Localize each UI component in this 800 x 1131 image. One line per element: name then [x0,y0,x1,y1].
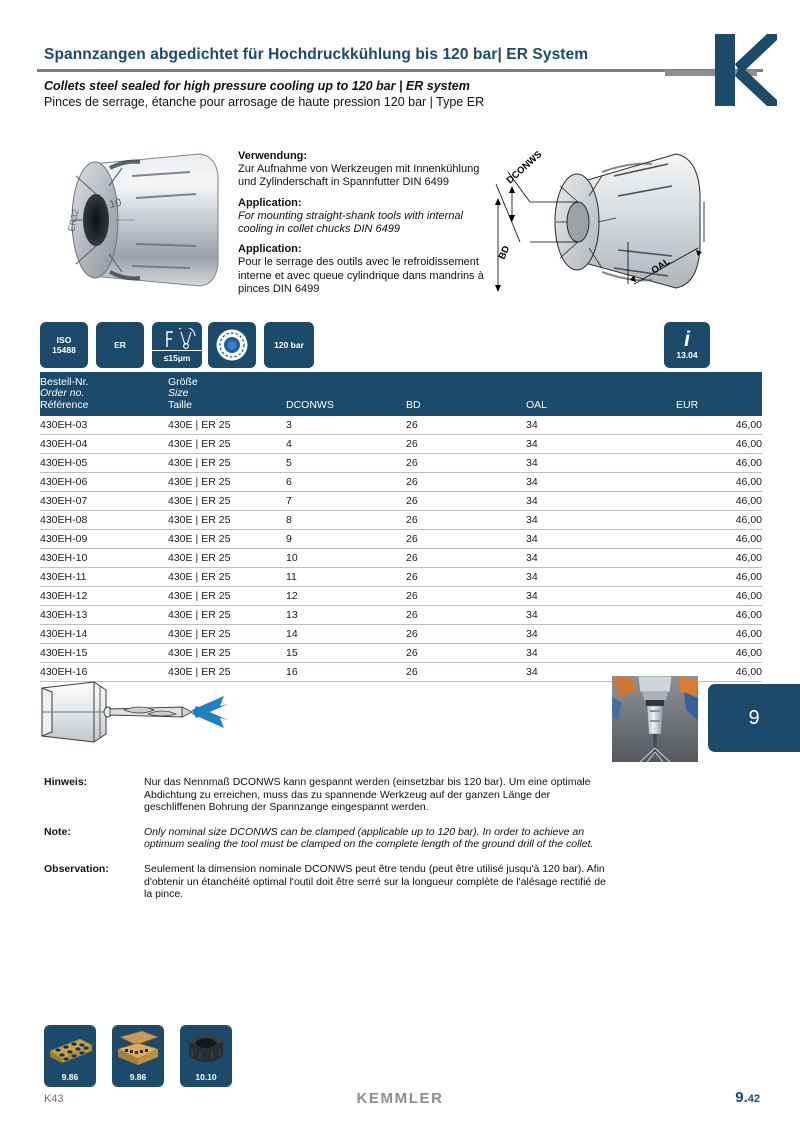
cell-size-b: ER 25 [201,628,231,640]
table-row[interactable] [40,587,762,606]
cell-oal: 34 [526,530,676,549]
badge-runout-tolerance [152,322,202,368]
cell-size-a: 430E [168,457,193,469]
cell-size: 430E | ER 25 [168,625,286,644]
cell-size-b: ER 25 [201,571,231,583]
coolant-arrows-icon [192,696,228,728]
description-block [238,150,486,303]
cell-oal: 34 [526,625,676,644]
cell-bd: 26 [406,549,526,568]
cell-eur: 46,00 [676,492,762,511]
cell-bd: 26 [406,587,526,606]
cell-size: 430E | ER 25 [168,473,286,492]
cell-bd: 26 [406,416,526,435]
cell-bd: 26 [406,473,526,492]
cell-bd: 26 [406,568,526,587]
cell-size-b: ER 25 [201,609,231,621]
cell-eur: 46,00 [676,625,762,644]
notes-section [44,776,614,913]
cell-size: 430E | ER 25 [168,492,286,511]
cell-eur: 46,00 [676,511,762,530]
cell-size-a: 430E [168,647,193,659]
footer-brand: KEMMLER [356,1090,444,1107]
cell-size-a: 430E [168,666,193,678]
cell-bd: 26 [406,625,526,644]
cell-oal: 34 [526,473,676,492]
badge-er-label: ER [114,340,126,350]
cell-size: 430E | ER 25 [168,587,286,606]
cell-bd: 26 [406,492,526,511]
cell-dconws: 4 [286,435,406,454]
cell-oal: 34 [526,435,676,454]
cell-eur: 46,00 [676,587,762,606]
footer-page-number [735,1089,760,1106]
cell-dconws: 3 [286,416,406,435]
cell-oal: 34 [526,416,676,435]
cell-size-a: 430E [168,552,193,564]
cell-size-a: 430E [168,514,193,526]
runout-measure-icon [157,328,197,350]
cell-dconws: 5 [286,454,406,473]
cell-size: 430E | ER 25 [168,454,286,473]
products-table [40,372,762,682]
cell-size-a: 430E [168,476,193,488]
cell-size: 430E | ER 25 [168,568,286,587]
table-row[interactable] [40,568,762,587]
col-size-de: Größe [168,375,198,388]
cell-order-no: 430EH-16 [40,663,168,682]
cell-size: 430E | ER 25 [168,644,286,663]
cell-size-b: ER 25 [201,647,231,659]
cell-dconws: 16 [286,663,406,682]
wooden-case-icon [112,1029,164,1069]
cell-oal: 34 [526,454,676,473]
cell-size: 430E | ER 25 [168,530,286,549]
accessory-collet-set[interactable] [44,1025,96,1087]
cell-size: 430E | ER 25 [168,549,286,568]
clamping-nut-icon [180,1029,232,1069]
cell-eur: 46,00 [676,606,762,625]
cell-oal: 34 [526,587,676,606]
cell-eur: 46,00 [676,663,762,682]
footer-left-code: K43 [44,1093,64,1105]
note-text: Only nominal size DCONWS can be clamped (applicable up to 120 bar). In order to achieve an optimum sealing the tool must be clamped on the complete length of the ground drill of the collet. [144,825,594,851]
cell-eur: 46,00 [676,530,762,549]
note-row [44,863,614,901]
accessory-number-3: 10.10 [195,1072,217,1082]
cell-eur: 46,00 [676,473,762,492]
page-number-main: 9. [735,1089,748,1106]
table-row[interactable] [40,511,762,530]
col-size-fr: Taille [168,398,192,411]
badge-pressure [264,322,314,368]
svg-text:10: 10 [108,196,123,211]
cell-order-no: 430EH-11 [40,568,168,587]
cell-dconws: 6 [286,473,406,492]
cell-order-no: 430EH-08 [40,511,168,530]
dim-label-oal: OAL [649,256,673,277]
table-header [40,372,762,416]
cell-dconws: 9 [286,530,406,549]
cell-bd: 26 [406,511,526,530]
chapter-number: 9 [748,706,760,729]
badge-iso-15488 [40,322,88,368]
cell-size-b: ER 25 [201,533,231,545]
cell-order-no: 430EH-06 [40,473,168,492]
table-body [40,416,762,682]
products-table-container [40,372,762,682]
cell-dconws: 12 [286,587,406,606]
table-row[interactable] [40,454,762,473]
table-row[interactable] [40,530,762,549]
table-row[interactable] [40,473,762,492]
cell-order-no: 430EH-09 [40,530,168,549]
table-row[interactable] [40,625,762,644]
description-text-fr: Pour le serrage des outils avec le refroidissement interne et avec queue cylindrique dans mandrins à pinces DIN 6499 [238,256,484,295]
cell-dconws: 8 [286,511,406,530]
cell-order-no: 430EH-07 [40,492,168,511]
accessory-icons [44,1025,284,1087]
note-row [44,776,614,814]
subtitle-english: Collets steel sealed for high pressure cooling up to 120 bar | ER system [44,79,470,93]
cell-bd: 26 [406,663,526,682]
title-divider [37,69,763,72]
note-text: Nur das Nennmaß DCONWS kann gespannt werden (einsetzbar bis 120 bar). Um eine optimale Abdichtung zu erreichen, muss das zu spannende Werkzeug auf der ganzen Länge der geschliffenen Bohrung der Spannzange eingespannt werden. [144,776,591,814]
table-row[interactable] [40,416,762,435]
badge-pressure-label: 120 bar [274,340,304,350]
column-header-size [168,372,286,416]
description-text-en: For mounting straight-shank tools with internal cooling in collet chucks DIN 6499 [238,209,463,236]
cell-size-a: 430E [168,590,193,602]
cell-dconws: 14 [286,625,406,644]
cell-order-no: 430EH-10 [40,549,168,568]
accessory-wooden-case[interactable] [112,1025,164,1087]
svg-text:ER32: ER32 [66,208,81,233]
cell-bd: 26 [406,530,526,549]
cell-dconws: 11 [286,568,406,587]
cell-size-b: ER 25 [201,666,231,678]
note-text: Seulement la dimension nominale DCONWS peut être tendu (peut être utilisé jusqu'à 120 bar). Afin d'obtenir un étanchéité optimal l'outil doit être serré sur la longueur complète de l'alésage rectifié de la pince. [144,862,606,901]
cell-size: 430E | ER 25 [168,511,286,530]
page-number-frac: 42 [747,1093,760,1105]
cell-bd: 26 [406,454,526,473]
cell-size-a: 430E [168,609,193,621]
cell-eur: 46,00 [676,568,762,587]
description-label-en: Application: [238,196,302,209]
collet-section-icon [214,327,250,363]
cell-dconws: 15 [286,644,406,663]
chapter-tab[interactable] [708,684,800,752]
cell-oal: 34 [526,663,676,682]
cell-dconws: 7 [286,492,406,511]
dim-label-dconws: DCONWS [504,149,545,187]
cell-size-a: 430E [168,628,193,640]
cell-size-b: ER 25 [201,495,231,507]
col-order-de: Bestell-Nr. [40,375,89,388]
cell-size: 430E | ER 25 [168,416,286,435]
cell-eur: 46,00 [676,454,762,473]
cell-size-a: 430E [168,495,193,507]
collet-set-icon [44,1029,96,1069]
badge-tolerance-value: ≤15µm [152,350,202,363]
page-header [0,0,800,120]
cell-size-b: ER 25 [201,419,231,431]
page-title: Spannzangen abgedichtet für Hochdruckkühlung bis 120 bar| ER System [44,46,589,63]
cell-order-no: 430EH-04 [40,435,168,454]
info-icon: i [684,327,690,351]
column-header-oal: OAL [526,372,676,416]
cell-size-b: ER 25 [201,590,231,602]
logo-k-icon [715,34,777,106]
product-photo-collet [40,146,232,294]
cell-order-no: 430EH-14 [40,625,168,644]
cell-size-b: ER 25 [201,457,231,469]
cell-oal: 34 [526,511,676,530]
cell-size-b: ER 25 [201,438,231,450]
cell-dconws: 10 [286,549,406,568]
cell-bd: 26 [406,435,526,454]
cell-size-b: ER 25 [201,552,231,564]
note-label: Observation: [44,862,109,875]
cell-order-no: 430EH-13 [40,606,168,625]
cell-bd: 26 [406,606,526,625]
cell-order-no: 430EH-05 [40,454,168,473]
machining-photo [612,676,698,762]
description-text-de: Zur Aufnahme von Werkzeugen mit Innenkühlung und Zylinderschaft in Spannfutter DIN 6499 [238,163,480,189]
table-row[interactable] [40,644,762,663]
cell-oal: 34 [526,606,676,625]
badge-collet-section [208,322,256,368]
note-label: Note: [44,825,71,838]
table-header-row [40,372,762,416]
table-row[interactable] [40,606,762,625]
badge-er-system [96,322,144,368]
info-reference-badge[interactable] [664,322,710,368]
cell-order-no: 430EH-15 [40,644,168,663]
table-row[interactable] [40,549,762,568]
accessory-clamping-nut[interactable] [180,1025,232,1087]
cell-size-b: ER 25 [201,514,231,526]
accessory-number-1: 9.86 [61,1072,79,1082]
cell-oal: 34 [526,492,676,511]
cell-size: 430E | ER 25 [168,663,286,682]
cell-size-a: 430E [168,438,193,450]
column-header-order-no [40,372,168,416]
column-header-bd: BD [406,372,526,416]
cell-dconws: 13 [286,606,406,625]
cell-size: 430E | ER 25 [168,606,286,625]
info-reference-number: 13.04 [676,349,698,360]
col-order-fr: Référence [40,398,89,411]
coolant-illustration [36,676,236,748]
note-label: Hinweis: [44,776,88,788]
table-row[interactable] [40,492,762,511]
cell-bd: 26 [406,644,526,663]
col-size-en: Size [168,387,189,399]
description-label-fr: Application: [238,243,302,256]
cell-eur: 46,00 [676,644,762,663]
dimension-drawing [490,142,730,300]
cell-order-no: 430EH-03 [40,416,168,435]
cell-eur: 46,00 [676,549,762,568]
badge-iso-line1: ISO [56,335,72,345]
table-row[interactable] [40,435,762,454]
feature-badge-strip [40,322,762,370]
dim-label-bd: BD [496,244,513,262]
cell-oal: 34 [526,568,676,587]
col-order-en: Order no. [40,387,85,399]
badge-iso-line2: 15488 [52,345,76,355]
note-row [44,826,614,851]
cell-size-a: 430E [168,419,193,431]
cell-size-a: 430E [168,571,193,583]
subtitle-french: Pinces de serrage, étanche pour arrosage de haute pression 120 bar | Type ER [44,95,485,109]
cell-eur: 46,00 [676,416,762,435]
cell-order-no: 430EH-12 [40,587,168,606]
kemmler-logo [665,34,785,106]
cell-eur: 46,00 [676,435,762,454]
cell-size-a: 430E [168,533,193,545]
column-header-dconws: DCONWS [286,372,406,416]
accessory-number-2: 9.86 [129,1072,147,1082]
cell-oal: 34 [526,644,676,663]
description-label-de: Verwendung: [238,150,308,162]
cell-size: 430E | ER 25 [168,435,286,454]
cell-oal: 34 [526,549,676,568]
column-header-eur: EUR [676,372,762,416]
cell-size-b: ER 25 [201,476,231,488]
